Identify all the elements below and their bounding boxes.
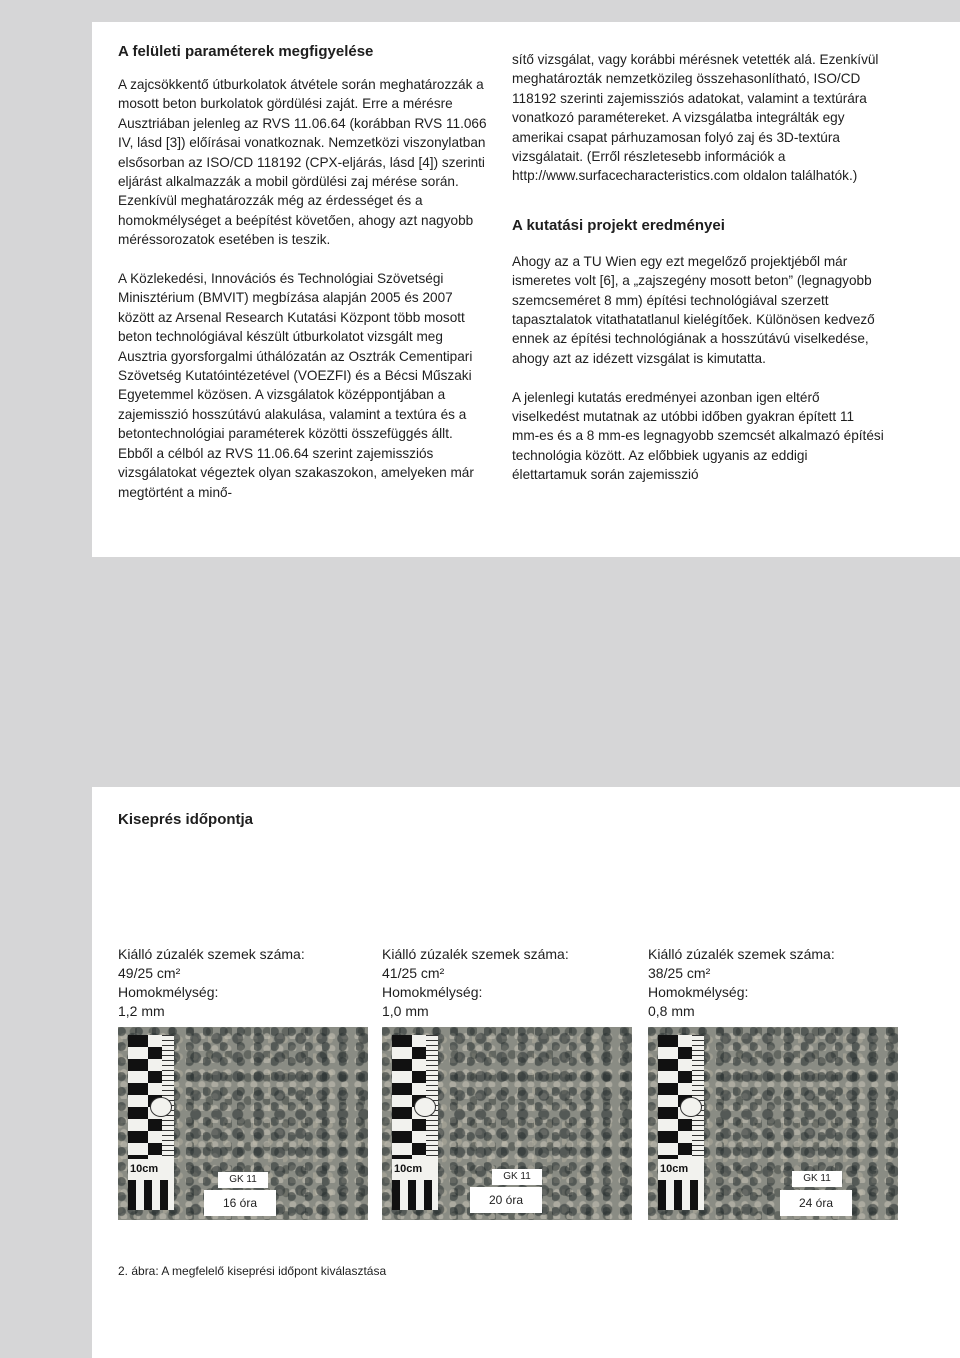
grain-size-label: GK 11 [492, 1169, 542, 1185]
sand-depth-value: 1,2 mm [118, 1003, 165, 1019]
sand-depth-label: Homokmélység: [648, 984, 749, 1000]
time-label: 24 óra [780, 1190, 852, 1216]
measuring-ruler [392, 1035, 438, 1210]
sample-description [382, 945, 632, 1027]
right-column [512, 50, 884, 485]
paragraph: A zajcsökkentő útburkolatok átvétele során meghatározzák a mosott beton burkolatok gördülési zaját. Erre a mérésre Ausztriában jelenleg az RVS 11.06.64 (korábban RVS 11.066 IV, lásd [3]) előírásai vonatkoznak. Nemzetközi viszonylatban elsősorban az ISO/CD 118192 (CPX-eljárás, lásd [4]) szerinti eljárást alkalmazzák a mobil gördülési zaj mérése során. Ezenkívül meghatározzák még az érdességet és a homokmélységet a beépítést követően, ahogy azt nagyobb méréssorozatok esetében is teszik. [118, 77, 487, 248]
grain-size-label: GK 11 [218, 1172, 268, 1188]
left-column [118, 42, 490, 502]
figure-caption: 2. ábra: A megfelelő kiseprési időpont kiválasztása [118, 1264, 387, 1278]
ruler-scale-label: 10cm [394, 1163, 423, 1175]
sand-depth-value: 0,8 mm [648, 1003, 695, 1019]
aggregate-count-label: Kiálló zúzalék szemek száma: [648, 946, 835, 962]
paragraph: Ahogy az a TU Wien egy ezt megelőző projektjéből már ismeretes volt [6], a „zajszegény mosott beton” (legnagyobb szemcseméret 8 mm) építési technológiával szerzett tapasztalatok vitathatatlanul kielégítőek. Különösen kedvező ennek az építési technológiának a hosszútávú viselkedése, ahogy azt az idézett vizsgálat is kimutatta. [512, 253, 875, 366]
ruler-scale-label: 10cm [660, 1163, 689, 1175]
sample-card [118, 945, 368, 1210]
seal-icon [150, 1097, 172, 1117]
sand-depth-value: 1,0 mm [382, 1003, 429, 1019]
seal-icon [680, 1097, 702, 1117]
aggregate-count-value: 38/25 cm² [648, 965, 711, 981]
concrete-surface-photo [648, 1027, 898, 1220]
sample-card [382, 945, 632, 1207]
concrete-surface-photo [382, 1027, 632, 1220]
sand-depth-label: Homokmélység: [382, 984, 483, 1000]
sample-description [648, 945, 898, 1027]
paragraph: A Közlekedési, Innovációs és Technológiai Szövetségi Minisztérium (BMVIT) megbízása alapján 2005 és 2007 között az Arsenal Research Kutatási Központ több mosott beton technológiával készült útburkolatot vizsgált meg Ausztria gyorsforgalmi úthálózatán az Osztrák Cementipari Szövetség Kutatóintézetével (VOEZFI) és a Bécsi Műszaki Egyetemmel közösen. A vizsgálatok középpontjában a zajemisszió hosszútávú alakulása, valamint a textúra és a betontechnológiai paraméterek közötti összefüggés állt. Ebből a célból az RVS 11.06.64 szerint zajemissziós vizsgálatokat végeztek olyan szakaszokon, amelyeken már megtörtént a minő- [118, 271, 474, 500]
sand-depth-label: Homokmélység: [118, 984, 219, 1000]
section-heading-research-results: A kutatási projekt eredményei [512, 216, 725, 234]
aggregate-count-label: Kiálló zúzalék szemek száma: [382, 946, 569, 962]
aggregate-count-value: 49/25 cm² [118, 965, 181, 981]
section-heading-surface-parameters: A felületi paraméterek megfigyelése [118, 43, 374, 60]
aggregate-count-label: Kiálló zúzalék szemek száma: [118, 946, 305, 962]
measuring-ruler [658, 1035, 704, 1210]
figure-heading: Kiseprés időpontja [118, 811, 254, 828]
concrete-surface-photo [118, 1027, 368, 1220]
sample-card [648, 945, 898, 1210]
measuring-ruler [128, 1035, 174, 1210]
aggregate-count-value: 41/25 cm² [382, 965, 445, 981]
paragraph: A jelenlegi kutatás eredményei azonban igen eltérő viselkedést mutatnak az utóbbi időben gyakran épített 11 mm-es és a 8 mm-es legnagyobb szemcsét alkalmazó építési technológia között. Az előbbiek ugyanis az eddigi élettartamuk során zajemisszió [512, 389, 884, 483]
sample-description [118, 945, 368, 1027]
ruler-scale-label: 10cm [130, 1163, 159, 1175]
paragraph: sítő vizsgálat, vagy korábbi mérésnek vetették alá. Ezenkívül meghatározták nemzetközileg összehasonlítható, ISO/CD 118192 szerinti zajemissziós adatokat, valamint a textúrára vonatkozó paramétereket. A vizsgálatba integrálták egy amerikai csapat párhuzamosan folyó zaj és 3D-textúra vizsgálatait. (Erről részletesebb információk a http://www.surfacecharacteristics.com oldalon találhatók.) [512, 52, 879, 184]
seal-icon [414, 1097, 436, 1117]
time-label: 20 óra [470, 1187, 542, 1213]
time-label: 16 óra [204, 1190, 276, 1216]
grain-size-label: GK 11 [792, 1171, 842, 1187]
